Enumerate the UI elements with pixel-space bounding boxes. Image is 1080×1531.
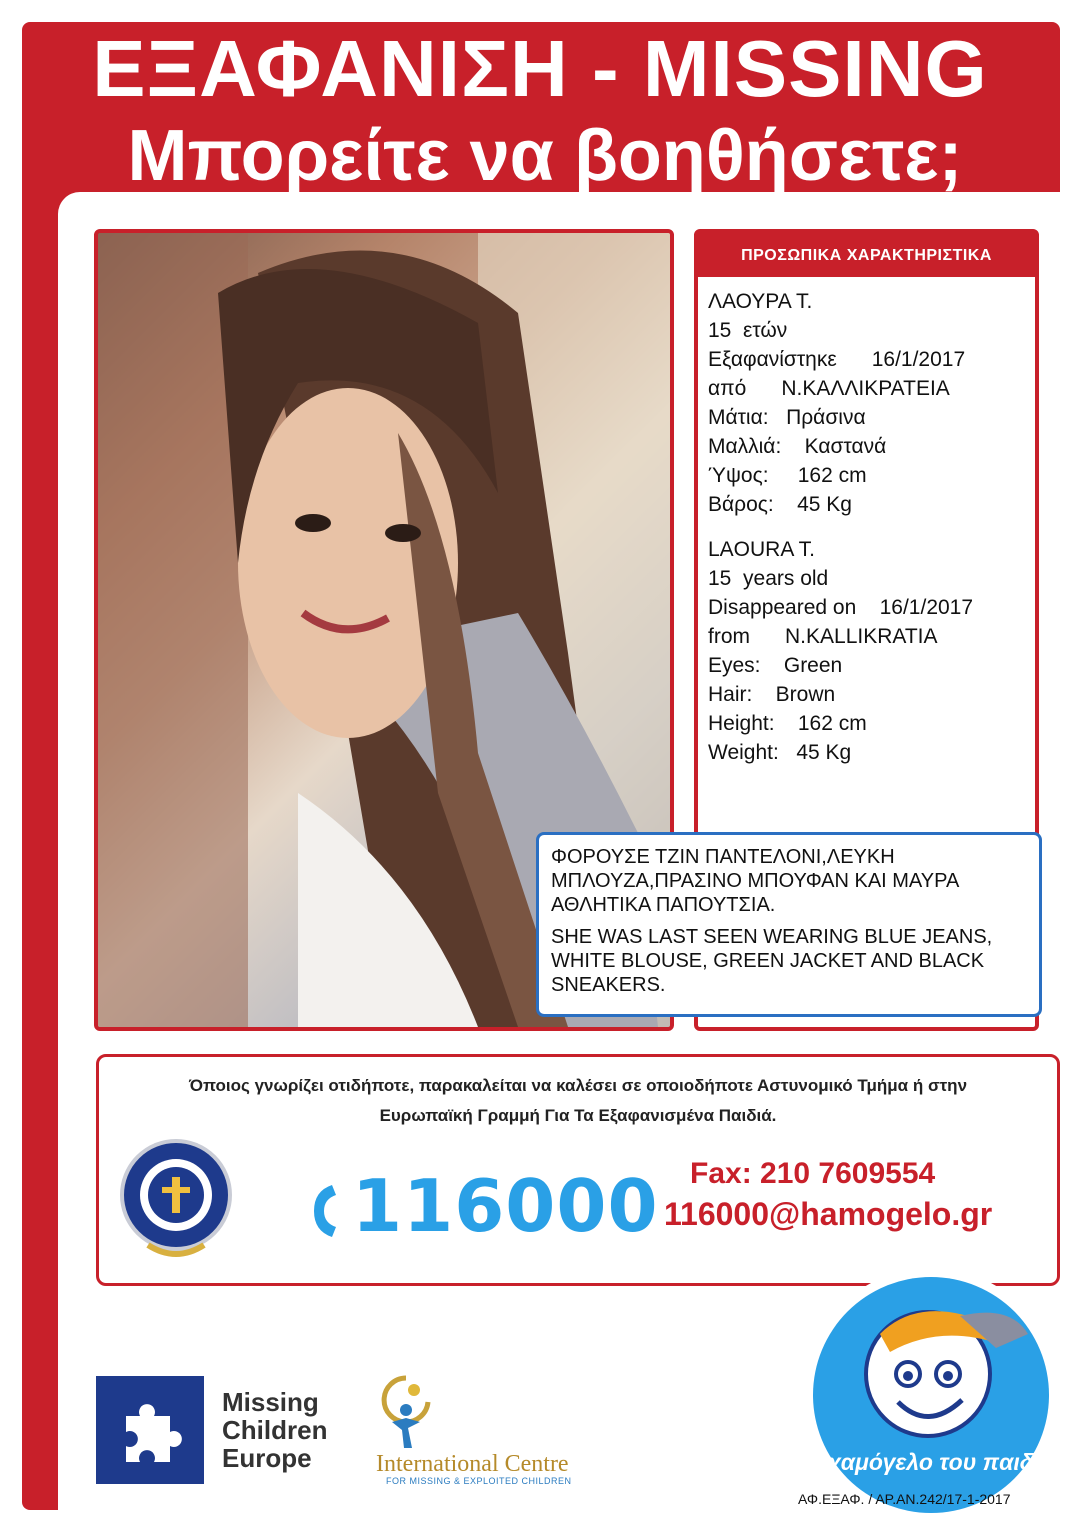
detail-disappeared-en: Disappeared on 16/1/2017 [708,596,974,619]
reference-number: ΑΦ.ΕΞΑΦ. / ΑΡ.ΑΝ.242/17-1-2017 [798,1491,1011,1507]
hellenic-police-seal-icon [118,1137,234,1263]
detail-height-gr: Ύψος: 162 cm [708,464,867,487]
detail-hair-gr: Μαλλιά: Καστανά [708,435,887,458]
fax-number: Fax: 210 7609554 [690,1157,936,1190]
detail-from-gr: από Ν.ΚΑΛΛΙΚΡΑΤΕΙΑ [708,377,950,400]
contact-message-line-1: Όποιος γνωρίζει οτιδήποτε, παρακαλείται να καλέσει σε οποιοδήποτε Αστυνομικό Τμήμα ή στην [188,1076,968,1095]
detail-disappeared-gr: Εξαφανίστηκε 16/1/2017 [708,348,966,371]
missing-children-europe-logo [96,1376,204,1484]
icmec-subtitle: FOR MISSING & EXPLOITED CHILDREN [386,1476,572,1486]
hamogelo-logo [800,1264,1062,1526]
clothing-description-gr: ΦΟΡΟΥΣΕ ΤΖΙΝ ΠΑΝΤΕΛΟΝΙ,ΛΕΥΚΗ ΜΠΛΟΥΖΑ,ΠΡΑΣΙΝΟ ΜΠΟΥΦΑΝ ΚΑΙ ΜΑΥΡΑ ΑΘΛΗΤΙΚΑ ΠΑΠΟΥΤΣΙΑ. [551,846,959,916]
detail-from-en: from N.KALLIKRATIA [708,625,938,648]
detail-eyes-en: Eyes: Green [708,654,843,677]
mce-name-line-2: Children [222,1415,328,1445]
missing-children-europe-name [222,1388,327,1472]
contact-email-link[interactable]: 116000@hamogelo.gr [664,1196,993,1232]
hotline-number-text: 116000 [352,1164,659,1248]
contact-message [99,1071,1057,1131]
detail-age-en: 15 years old [708,567,829,590]
contact-message-line-2: Ευρωπαϊκή Γραμμή Για Τα Εξαφανισμένα Παιδιά. [379,1106,777,1125]
poster-title: ΕΞΑΦΑΝΙΣΗ - MISSING [92,24,988,113]
icmec-name: International Centre [376,1451,569,1477]
detail-age-gr: 15 ετών [708,319,788,342]
personal-details-body [698,277,1035,767]
detail-height-en: Height: 162 cm [708,712,867,735]
poster-subtitle: Μπορείτε να βοηθήσετε; [127,116,963,196]
detail-name-gr: ΛΑΟΥΡΑ Τ. [708,290,813,313]
detail-eyes-gr: Μάτια: Πράσινα [708,406,866,429]
phone-icon [310,1181,338,1241]
detail-name-en: LAOURA T. [708,538,815,561]
detail-weight-gr: Βάρος: 45 Kg [708,493,852,516]
clothing-description-box [536,832,1042,1017]
mce-name-line-1: Missing [222,1387,319,1417]
detail-hair-en: Hair: Brown [708,683,836,706]
hamogelo-logo-text: Το χαμόγελο του παιδιού [800,1449,1062,1475]
icmec-globe-icon [378,1372,434,1452]
detail-weight-en: Weight: 45 Kg [708,741,852,764]
mce-name-line-3: Europe [222,1443,312,1473]
personal-details-header: ΠΡΟΣΩΠΙΚΑ ΧΑΡΑΚΤΗΡΙΣΤΙΚΑ [698,233,1035,277]
puzzle-icon [96,1376,204,1484]
clothing-description-en: SHE WAS LAST SEEN WEARING BLUE JEANS, WHITE BLOUSE, GREEN JACKET AND BLACK SNEAKERS. [551,926,993,996]
hotline-number[interactable] [310,1166,659,1246]
